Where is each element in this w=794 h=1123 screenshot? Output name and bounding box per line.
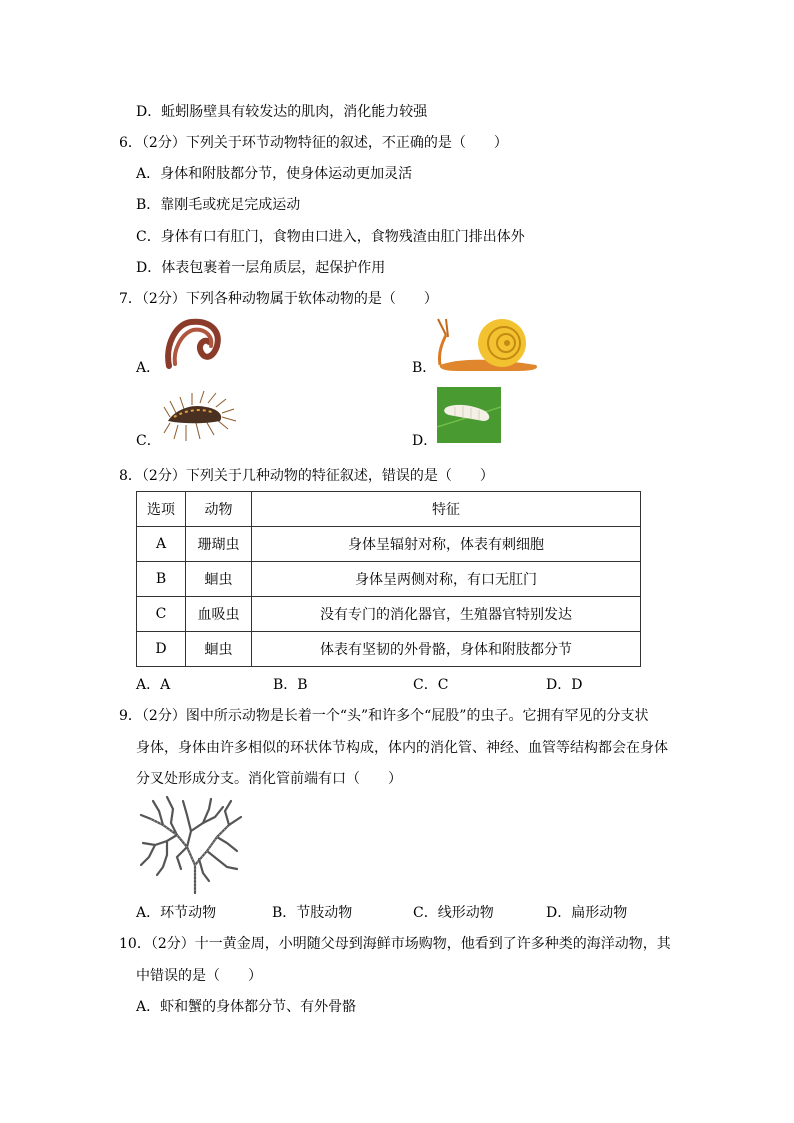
q10-stem-line2: 中错误的是（ ） bbox=[136, 968, 262, 984]
q8-table bbox=[136, 491, 641, 667]
q8-option-a: A．A bbox=[136, 677, 171, 693]
table-header-row bbox=[137, 492, 641, 527]
q6-option-d: D．体表包裹着一层角质层，起保护作用 bbox=[136, 260, 386, 276]
q7-label-c: C． bbox=[136, 433, 161, 449]
row-feature: 没有专门的消化器官，生殖器官特别发达 bbox=[252, 597, 641, 632]
q6-option-a: A．身体和附肢都分节，使身体运动更加灵活 bbox=[136, 166, 413, 182]
q7-label-a: A． bbox=[136, 360, 161, 376]
header-feature: 特征 bbox=[252, 492, 641, 527]
q7-stem: 7．（2分）下列各种动物属于软体动物的是（ ） bbox=[119, 291, 438, 307]
q10-stem-line1: 10．（2分）十一黄金周，小明随父母到海鲜市场购物，他看到了许多种类的海洋动物，其 bbox=[119, 936, 671, 952]
earthworm-image bbox=[161, 316, 223, 374]
q9-option-d: D．扁形动物 bbox=[546, 905, 628, 921]
header-option: 选项 bbox=[137, 492, 186, 527]
row-animal: 蛔虫 bbox=[186, 632, 252, 667]
silkworm-image bbox=[437, 387, 501, 443]
q9-stem-line2: 身体，身体由许多相似的环状体节构成，体内的消化管、神经、血管等结构都会在身体 bbox=[136, 740, 668, 756]
q9-stem-line1: 9．（2分）图中所示动物是长着一个“头”和许多个“屁股”的虫子。它拥有罕见的分支状 bbox=[119, 708, 649, 724]
row-feature: 体表有坚韧的外骨骼，身体和附肢都分节 bbox=[252, 632, 641, 667]
q9-option-b: B．节肢动物 bbox=[272, 905, 353, 921]
centipede-image bbox=[160, 387, 240, 445]
row-option: C bbox=[137, 597, 186, 632]
q6-option-b: B．靠刚毛或疣足完成运动 bbox=[136, 197, 301, 213]
q7-label-b: B． bbox=[412, 360, 437, 376]
q5-option-d: D．蚯蚓肠壁具有较发达的肌肉，消化能力较强 bbox=[136, 104, 428, 120]
q9-stem-line3: 分叉处形成分支。消化管前端有口（ ） bbox=[136, 771, 402, 787]
q10-option-a: A．虾和蟹的身体都分节、有外骨骼 bbox=[136, 999, 357, 1015]
q9-option-a: A．环节动物 bbox=[136, 905, 217, 921]
row-animal: 珊瑚虫 bbox=[186, 527, 252, 562]
q8-option-c: C．C bbox=[413, 677, 449, 693]
row-option: D bbox=[137, 632, 186, 667]
row-animal: 蛔虫 bbox=[186, 562, 252, 597]
table-row bbox=[137, 597, 641, 632]
q7-label-d: D． bbox=[412, 433, 438, 449]
q8-stem: 8．（2分）下列关于几种动物的特征叙述，错误的是（ ） bbox=[119, 468, 494, 484]
q8-option-b: B．B bbox=[273, 677, 308, 693]
branching-worm-image bbox=[137, 795, 245, 895]
header-animal: 动物 bbox=[186, 492, 252, 527]
table-row bbox=[137, 562, 641, 597]
q9-option-c: C．线形动物 bbox=[413, 905, 494, 921]
snail-image bbox=[436, 313, 544, 373]
row-feature: 身体呈两侧对称，有口无肛门 bbox=[252, 562, 641, 597]
q8-option-d: D．D bbox=[546, 677, 583, 693]
row-animal: 血吸虫 bbox=[186, 597, 252, 632]
table-row bbox=[137, 527, 641, 562]
row-option: A bbox=[137, 527, 186, 562]
row-feature: 身体呈辐射对称，体表有刺细胞 bbox=[252, 527, 641, 562]
q6-option-c: C．身体有口有肛门，食物由口进入，食物残渣由肛门排出体外 bbox=[136, 229, 525, 245]
table-row bbox=[137, 632, 641, 667]
q6-stem: 6．（2分）下列关于环节动物特征的叙述，不正确的是（ ） bbox=[119, 135, 508, 151]
row-option: B bbox=[137, 562, 186, 597]
